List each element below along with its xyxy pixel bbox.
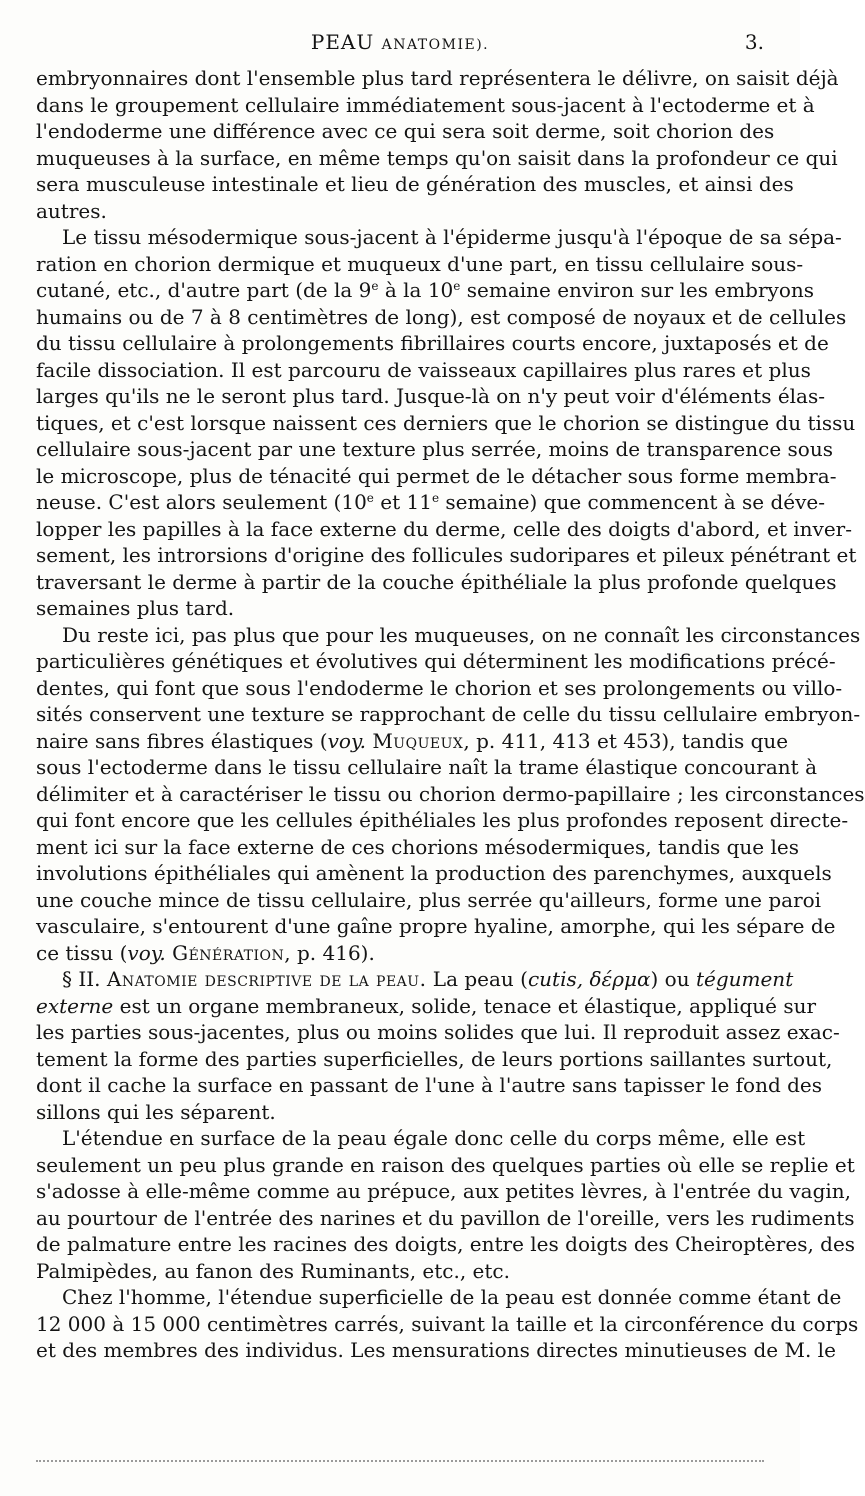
paragraph-3 (36, 622, 865, 967)
text-line: délimiter et à caractériser le tissu ou chorion dermo-papillaire ; les circonstances (36, 781, 865, 806)
text-line: sillons qui les séparent. (36, 1099, 276, 1124)
latin-greek-term: cutis, δέρμα (527, 967, 651, 991)
text-line (36, 993, 817, 1020)
text-line (36, 277, 815, 304)
superscript: e (453, 279, 461, 293)
text-line: embryonnaires dont l'ensemble plus tard représentera le délivre, on saisit déjà (36, 66, 839, 90)
text-line: cellulaire sous-jacent par une texture plus serrée, moins de transparence sous (36, 437, 833, 461)
text-line: Du reste ici, pas plus que pour les muqueuses, on ne connaît les circonstances (62, 622, 861, 647)
text-line: sera musculeuse intestinale et lieu de génération des muscles, et ainsi des (36, 172, 794, 196)
paragraph-1 (36, 65, 839, 224)
paragraph-6 (36, 1284, 859, 1364)
superscript: e (371, 279, 379, 293)
text-line: Chez l'homme, l'étendue superficielle de la peau est donnée comme étant de (62, 1285, 842, 1309)
cross-reference: Génération (172, 940, 285, 965)
paragraph-5 (36, 1125, 856, 1284)
text-run: naire sans fibres élastiques ( (36, 728, 328, 753)
text-line: seulement un peu plus grande en raison des quelques parties où elle se replie et (36, 1152, 855, 1177)
text-run: semaine environ sur les embryons (460, 278, 815, 302)
text-line: Palmipèdes, au fanon des Ruminants, etc., etc. (36, 1258, 510, 1283)
cross-reference: Muqueux (372, 728, 464, 753)
text-line (36, 940, 764, 967)
text-run: ce tissu ( (36, 940, 128, 965)
text-run: à la 10 (378, 278, 454, 302)
text-line: les parties sous-jacentes, plus ou moins solides que lui. Il reproduit assez exac- (36, 1020, 840, 1044)
superscript: e (431, 491, 440, 505)
section-heading: Anatomie descriptive de la peau. (106, 967, 427, 991)
text-line: humains ou de 7 à 8 centimètres de long), est composé de noyaux et de cellules (36, 304, 847, 329)
text-line: traversant le derme à partir de la couche épithéliale la plus profonde quelques (36, 569, 837, 594)
voy-abbrev: voy. (327, 728, 366, 753)
running-title-main: PEAU (310, 30, 375, 54)
text-line: le microscope, plus de ténacité qui permet de le détacher sous forme membra- (36, 463, 837, 488)
text-line: ment ici sur la face externe de ces chorions mésodermiques, tandis que les (36, 834, 799, 859)
text-line: et des membres des individus. Les mensurations directes minutieuses de M. le (36, 1338, 836, 1362)
text-line: sous l'ectoderme dans le tissu cellulaire naît la trame élastique concourant à (36, 755, 817, 779)
text-line: dont il cache la surface en passant de l'une à l'autre sans tapisser le fond des (36, 1073, 823, 1097)
text-line: involutions épithéliales qui amènent la production des parenchymes, auxquels (36, 861, 832, 885)
running-head (36, 30, 764, 60)
superscript: e (366, 491, 374, 505)
text-line: 12 000 à 15 000 centimètres carrés, suivant la taille et la circonférence du corps (36, 1311, 859, 1336)
text-line: facile dissociation. Il est parcouru de vaisseaux capillaires plus rares et plus (36, 357, 811, 382)
text-run: neuse. C'est alors seulement (10 (36, 490, 367, 514)
text-line: qui font encore que les cellules épithéliales les plus profondes reposent directe- (36, 808, 849, 832)
text-line: tiques, et c'est lorsque naissent ces derniers que le chorion se distingue du tissu (36, 410, 856, 435)
text-line: L'étendue en surface de la peau égale donc celle du corps même, elle est (62, 1126, 806, 1150)
section-number: § II. (62, 967, 101, 991)
text-line: muqueuses à la surface, en même temps qu'on saisit dans la profondeur ce qui (36, 145, 838, 170)
text-line: dans le groupement cellulaire immédiatement sous-jacent à l'ectoderme et à (36, 92, 815, 117)
text-line: particulières génétiques et évolutives qui déterminent les modifications précé- (36, 649, 836, 673)
text-run: cutané, etc., d'autre part (de la 9 (36, 278, 372, 302)
text-line: lopper les papilles à la face externe du derme, celle des doigts d'abord, et inver- (36, 516, 852, 541)
paragraph-4 (36, 966, 840, 1125)
text-line: au pourtour de l'entrée des narines et du pavillon de l'oreille, vers les rudiments (36, 1205, 855, 1230)
text-line: vasculaire, s'entourent d'une gaîne propre hyaline, amorphe, qui les sépare de (36, 914, 836, 938)
text-line: ration en chorion dermique et muqueux d'une part, en tissu cellulaire sous- (36, 251, 804, 276)
text-line: larges qu'ils ne le seront plus tard. Jusque-là on n'y peut voir d'éléments élas- (36, 384, 826, 408)
voy-abbrev: voy. (127, 940, 166, 965)
text-line: Le tissu mésodermique sous-jacent à l'épiderme jusqu'à l'époque de sa sépa- (62, 225, 842, 249)
text-line: sement, les introrsions d'origine des follicules sudoripares et pileux pénétrant et (36, 543, 857, 567)
text-line: de palmature entre les racines des doigts, entre les doigts des Cheiroptères, des (36, 1232, 856, 1256)
text-line: semaines plus tard. (36, 596, 235, 620)
text-line: l'endoderme une différence avec ce qui sera soit derme, soit chorion des (36, 119, 775, 143)
text-line: autres. (36, 198, 107, 223)
running-title (36, 30, 764, 54)
bottom-dotted-rule (36, 1460, 764, 1462)
text-line: s'adosse à elle-même comme au prépuce, aux petites lèvres, à l'entrée du vagin, (36, 1179, 852, 1203)
text-run: , p. 411, 413 et 453), tandis que (463, 728, 789, 753)
text-line (36, 966, 794, 993)
term-tegument: tégument (695, 967, 794, 991)
text-run: ) ou (650, 967, 696, 991)
text-run: La peau ( (426, 967, 528, 991)
text-line (36, 489, 826, 516)
text-line: sités conservent une texture se rapprochant de celle du tissu cellulaire embryon- (36, 702, 861, 726)
text-run: et 11 (373, 490, 432, 514)
text-line (36, 728, 789, 755)
term-externe: externe (36, 993, 114, 1018)
text-run: , p. 416). (284, 940, 375, 965)
text-line: une couche mince de tissu cellulaire, plus serrée qu'ailleurs, forme une paroi (36, 887, 822, 912)
text-run: est un organe membraneux, solide, tenace et élastique, appliqué sur (113, 993, 817, 1018)
text-run: semaine) que commencent à se déve- (439, 490, 826, 514)
page-number: 3. (744, 30, 764, 54)
paragraph-2 (36, 224, 857, 622)
text-line: dentes, qui font que sous l'endoderme le chorion et ses prolongements ou villo- (36, 675, 843, 700)
text-line: du tissu cellulaire à prolongements fibrillaires courts encore, juxtaposés et de (36, 331, 829, 355)
text-line: tement la forme des parties superficielles, de leurs portions saillantes surtout, (36, 1046, 833, 1071)
running-title-sub: ANATOMIE). (381, 37, 490, 53)
body-text (36, 65, 865, 1364)
